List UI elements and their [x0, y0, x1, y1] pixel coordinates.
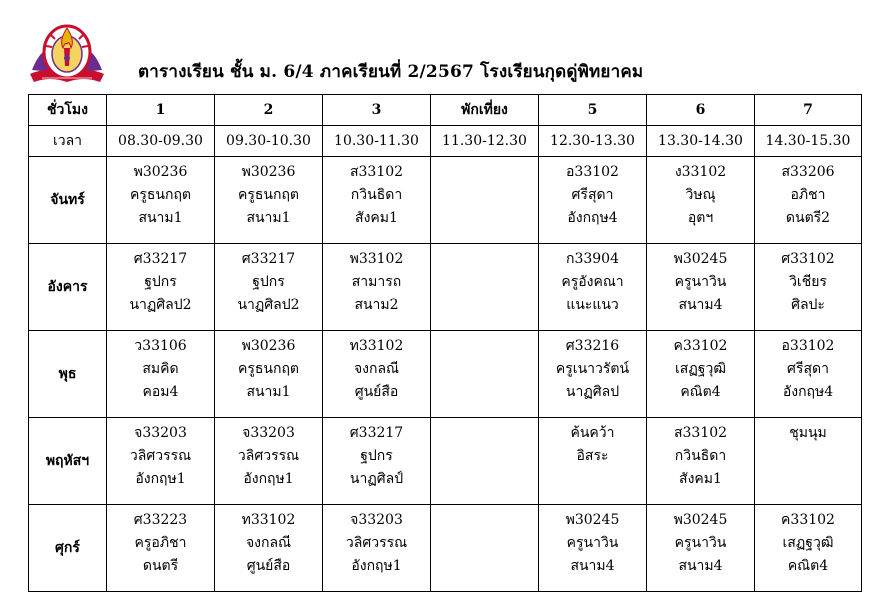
room-name: สังคม1: [679, 471, 722, 487]
subject-code: ศ33216: [565, 338, 620, 354]
time-slot: 13.30-14.30: [647, 126, 755, 157]
school-logo: [28, 14, 106, 90]
day-name: พุธ: [29, 331, 107, 418]
class-cell: [647, 331, 755, 418]
period-header: พักเที่ยง: [431, 95, 539, 126]
room-name: คอม4: [142, 384, 179, 400]
period-header: 3: [323, 95, 431, 126]
time-slot: 11.30-12.30: [431, 126, 539, 157]
time-slot: 10.30-11.30: [323, 126, 431, 157]
class-cell: [755, 418, 862, 505]
subject-code: พ30245: [673, 512, 728, 528]
teacher-name: จงกลณี: [245, 535, 292, 551]
room-name: สนาม4: [678, 558, 723, 574]
room-name: นาฏศิลป์: [349, 471, 404, 487]
room-name: สนาม1: [138, 210, 183, 226]
day-row: [29, 505, 862, 592]
teacher-name: ฐปกร: [252, 274, 285, 290]
room-name: อังกฤษ4: [567, 210, 618, 226]
class-cell: [539, 157, 647, 244]
class-cell: [755, 157, 862, 244]
subject-code: พ30245: [673, 251, 728, 267]
day-name: จันทร์: [29, 157, 107, 244]
class-cell: [323, 157, 431, 244]
teacher-name: ศรีสุดา: [571, 187, 614, 203]
time-slot: 09.30-10.30: [215, 126, 323, 157]
subject-code: ส33206: [781, 164, 835, 180]
class-cell: [323, 418, 431, 505]
room-name: สังคม1: [355, 210, 398, 226]
teacher-name: จงกลณี: [353, 361, 400, 377]
class-cell: [107, 244, 215, 331]
teacher-name: สมคิด: [142, 361, 179, 377]
teacher-name: ครูนาวิน: [566, 535, 619, 551]
day-row: [29, 331, 862, 418]
teacher-name: วิเชียร: [789, 274, 827, 290]
room-name: นาฏศิลป2: [129, 297, 192, 313]
subject-code: ศ33217: [349, 425, 404, 441]
period-label: ชั่วโมง: [29, 95, 107, 126]
class-cell: [215, 244, 323, 331]
teacher-name: ครูอภิชา: [134, 535, 187, 551]
day-row: [29, 244, 862, 331]
class-cell: [107, 157, 215, 244]
subject-code: จ33203: [134, 425, 187, 441]
room-name: สนาม4: [570, 558, 615, 574]
school-emblem-icon: [28, 14, 106, 90]
subject-code: ค้นคว้า: [570, 425, 615, 441]
room-name: ศูนย์สือ: [354, 384, 399, 400]
room-name: อังกฤษ4: [782, 384, 834, 400]
teacher-name: ครูธนกฤต: [237, 361, 300, 377]
class-cell: [755, 244, 862, 331]
teacher-name: สามารถ: [351, 274, 402, 290]
class-cell: [107, 331, 215, 418]
day-name: อังคาร: [29, 244, 107, 331]
teacher-name: กวินธิดา: [674, 448, 727, 464]
class-cell: [539, 331, 647, 418]
day-row: [29, 418, 862, 505]
class-cell: [215, 505, 323, 592]
room-name: อุตฯ: [687, 210, 714, 226]
period-header: 2: [215, 95, 323, 126]
day-name: พฤหัสฯ: [29, 418, 107, 505]
timetable: [28, 94, 862, 592]
subject-code: ศ33217: [133, 251, 188, 267]
class-cell: [215, 418, 323, 505]
room-name: แนะแนว: [566, 297, 619, 313]
subject-code: พ30245: [565, 512, 620, 528]
day-row: [29, 157, 862, 244]
page-title: ตารางเรียน ชั้น ม. 6/4 ภาคเรียนที่ 2/2567 โรงเรียนกุดดู่พิทยาคม: [138, 62, 644, 82]
subject-code: พ33102: [349, 251, 404, 267]
teacher-name: ครูอังคณา: [561, 274, 624, 290]
class-cell: [755, 505, 862, 592]
lunch-cell: [431, 418, 539, 505]
lunch-cell: [431, 505, 539, 592]
day-name: ศุกร์: [29, 505, 107, 592]
room-name: ศูนย์สือ: [246, 558, 291, 574]
subject-code: ศ33223: [133, 512, 188, 528]
lunch-cell: [431, 157, 539, 244]
lunch-cell: [431, 244, 539, 331]
teacher-name: ครูเนาวรัตน์: [555, 361, 630, 377]
teacher-name: เสฏฐวุฒิ: [675, 361, 726, 377]
class-cell: [647, 157, 755, 244]
subject-code: ท33102: [241, 512, 296, 528]
teacher-name: วลิศวรรณ: [345, 535, 408, 551]
subject-code: จ33203: [350, 512, 403, 528]
room-name: นาฏศิลป2: [237, 297, 300, 313]
subject-code: ศ33102: [781, 251, 835, 267]
class-cell: [107, 505, 215, 592]
class-cell: [647, 418, 755, 505]
period-header: 6: [647, 95, 755, 126]
subject-code: ศ33217: [241, 251, 296, 267]
room-name: อังกฤษ1: [135, 471, 186, 487]
teacher-name: วลิศวรรณ: [129, 448, 192, 464]
teacher-name: เสฏฐวุฒิ: [782, 535, 834, 551]
teacher-name: อภิชา: [790, 187, 826, 203]
class-cell: [215, 331, 323, 418]
room-name: นาฏศิลป: [565, 384, 620, 400]
subject-code: ค33102: [781, 512, 835, 528]
subject-code: ท33102: [349, 338, 404, 354]
header-row: [29, 95, 862, 126]
teacher-name: ครูนาวิน: [674, 535, 727, 551]
room-name: สนาม2: [354, 297, 399, 313]
teacher-name: ศรีสุดา: [787, 361, 829, 377]
subject-code: ชุมนุม: [789, 425, 827, 441]
room-name: ศิลปะ: [791, 297, 825, 313]
time-row: [29, 126, 862, 157]
subject-code: ว33106: [134, 338, 187, 354]
room-name: คณิต4: [680, 384, 721, 400]
class-cell: [215, 157, 323, 244]
teacher-name: อิสระ: [576, 448, 609, 464]
teacher-name: ครูธนกฤต: [129, 187, 192, 203]
time-slot: 08.30-09.30: [107, 126, 215, 157]
room-name: สนาม1: [246, 384, 291, 400]
subject-code: จ33203: [242, 425, 295, 441]
class-cell: [323, 505, 431, 592]
room-name: สนาม1: [246, 210, 291, 226]
class-cell: [539, 418, 647, 505]
subject-code: ค33102: [673, 338, 728, 354]
class-cell: [755, 331, 862, 418]
room-name: ดนตรี: [142, 558, 179, 574]
subject-code: ส33102: [673, 425, 728, 441]
subject-code: อ33102: [781, 338, 835, 354]
teacher-name: ครูธนกฤต: [237, 187, 300, 203]
teacher-name: วลิศวรรณ: [237, 448, 300, 464]
subject-code: พ30236: [241, 338, 296, 354]
subject-code: พ30236: [241, 164, 296, 180]
lunch-cell: [431, 331, 539, 418]
subject-code: อ33102: [566, 164, 619, 180]
class-cell: [107, 418, 215, 505]
class-cell: [323, 331, 431, 418]
time-slot: 14.30-15.30: [755, 126, 862, 157]
class-cell: [539, 505, 647, 592]
teacher-name: ครูนาวิน: [674, 274, 727, 290]
teacher-name: ฐปกร: [144, 274, 177, 290]
room-name: อังกฤษ1: [243, 471, 294, 487]
class-cell: [323, 244, 431, 331]
period-header: 7: [755, 95, 862, 126]
teacher-name: วิษณุ: [685, 187, 716, 203]
subject-code: พ30236: [133, 164, 188, 180]
subject-code: ส33102: [349, 164, 404, 180]
subject-code: ง33102: [674, 164, 727, 180]
time-slot: 12.30-13.30: [539, 126, 647, 157]
time-label: เวลา: [29, 126, 107, 157]
period-header: 1: [107, 95, 215, 126]
teacher-name: กวินธิดา: [350, 187, 403, 203]
class-cell: [539, 244, 647, 331]
room-name: คณิต4: [787, 558, 829, 574]
subject-code: ก33904: [565, 251, 619, 267]
period-header: 5: [539, 95, 647, 126]
room-name: ดนตรี2: [785, 210, 831, 226]
room-name: สนาม4: [678, 297, 723, 313]
room-name: อังกฤษ1: [351, 558, 402, 574]
class-cell: [647, 244, 755, 331]
teacher-name: ฐปกร: [360, 448, 393, 464]
class-cell: [647, 505, 755, 592]
